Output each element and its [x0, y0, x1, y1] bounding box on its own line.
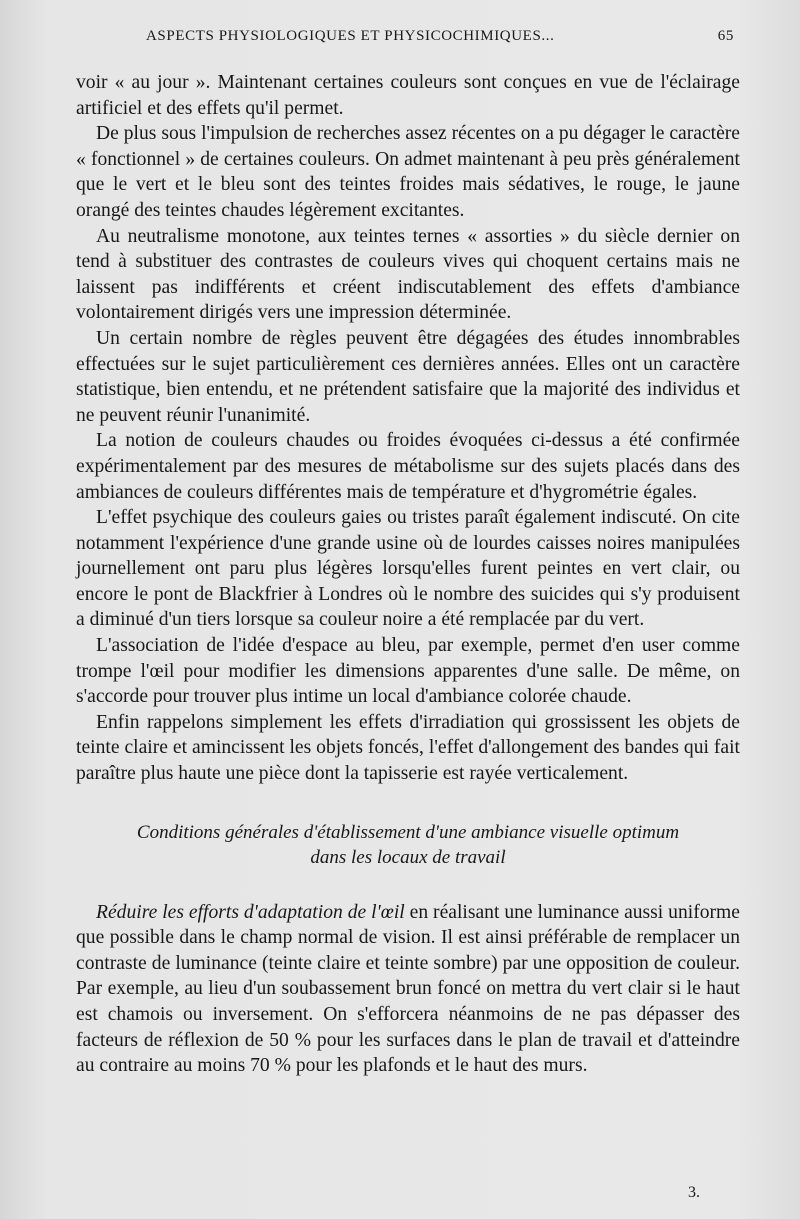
lead-rest: en réalisant une luminance aussi uniforme que possible dans le champ normal de vision. Il est ainsi préférable de remplacer un contraste de luminance (teinte claire et teinte sombre) par une opposition de couleur. Par exemple, au lieu d'un soubassement brun foncé on mettra du vert clair si le haut est chamois ou inversement. On s'efforcera néanmoins de ne pas dépasser des facteurs de réflexion de 50 % pour les surfaces dans le plan de travail et d'atteindre au contraire au moins 70 % pour les plafonds et le haut des murs.	[76, 901, 740, 1077]
signature-mark: 3.	[688, 1184, 700, 1201]
page-number: 65	[717, 28, 734, 44]
paragraph: L'association de l'idée d'espace au bleu, par exemple, permet d'en user comme trompe l'œil pour modifier les dimensions apparentes d'une salle. De même, on s'accorde pour trouver plus intime un local d'ambiance colorée chaude.	[76, 635, 740, 708]
section-title-line-1: Conditions générales d'établissement d'une ambiance visuelle optimum	[136, 821, 680, 843]
section-title-line-2: dans les locaux de travail	[310, 846, 506, 868]
paragraph: La notion de couleurs chaudes ou froides évoquées ci-dessus a été confirmée expérimentalement par des mesures de métabolisme sur des sujets placés dans des ambiances de couleurs différentes mais de température et d'hygrométrie égales.	[76, 430, 740, 503]
paragraph: Enfin rappelons simplement les effets d'irradiation qui grossissent les objets de teinte claire et amincissent les objets foncés, l'effet d'allongement des bandes qui fait paraître plus haute une pièce dont la tapisserie est rayée verticalement.	[76, 711, 740, 785]
paragraph: De plus sous l'impulsion de recherches assez récentes on a pu dégager le caractère « fonctionnel » de certaines couleurs. On admet maintenant à peu près généralement que le vert et le bleu sont des teintes froides mais sédatives, le rouge, le jaune orangé des teintes chaudes légèrement excitantes.	[76, 123, 740, 221]
section-paragraph	[76, 900, 740, 1079]
section-title	[76, 820, 740, 870]
paragraph: Au neutralisme monotone, aux teintes ternes « assorties » du siècle dernier on tend à substituer des contrastes de couleurs vives qui choquent certains mais ne laissent pas indifférents et créent indiscutablement des effets d'ambiance volontairement dirigés vers une impression déterminée.	[76, 225, 740, 324]
running-title: ASPECTS PHYSIOLOGIQUES ET PHYSICOCHIMIQUES...	[146, 28, 555, 44]
lead-phrase: Réduire les efforts d'adaptation de l'œil	[96, 901, 405, 923]
paragraph: voir « au jour ». Maintenant certaines couleurs sont conçues en vue de l'éclairage artificiel et des effets qu'il permet.	[76, 72, 740, 119]
page-header	[76, 28, 740, 58]
paragraph: L'effet psychique des couleurs gaies ou tristes paraît également indiscuté. On cite notamment l'expérience d'une grande usine où de lourdes caisses noires manipulées journellement ont paru plus légères lorsqu'elles furent peintes en vert clair, ou encore le pont de Blackfrier à Londres où le nombre des suicides qui s'y produisent a diminué d'un tiers lorsque sa couleur noire a été remplacée par du vert.	[76, 507, 740, 631]
body-text	[76, 70, 740, 1079]
paragraph: Un certain nombre de règles peuvent être dégagées des études innombrables effectuées sur le sujet particulièrement ces dernières années. Elles ont un caractère statistique, bien entendu, et ne prétendent satisfaire que la majorité des individus et ne peuvent réunir l'unanimité.	[76, 327, 740, 426]
